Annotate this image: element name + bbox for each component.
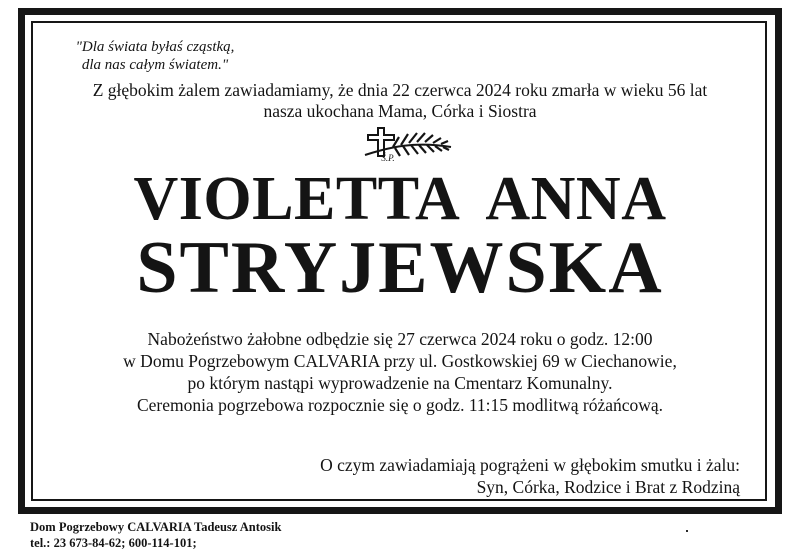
mourners-line-2: Syn, Córka, Rodzice i Brat z Rodziną <box>476 477 740 497</box>
print-speck <box>686 530 688 532</box>
announcement-line-2: nasza ukochana Mama, Córka i Siostra <box>263 101 537 121</box>
deceased-first-names: VIOLETTA ANNA <box>133 165 667 233</box>
death-announcement <box>40 80 760 122</box>
mourners-notice <box>240 454 740 498</box>
funeral-home-phone: tel.: 23 673-84-62; 600-114-101; <box>30 536 197 550</box>
ceremony-line-1: Nabożeństwo żałobne odbędzie się 27 czerwca 2024 roku o godz. 12:00 <box>147 329 653 349</box>
funeral-home-name: Dom Pogrzebowy CALVARIA Tadeusz Antosik <box>30 520 282 534</box>
funeral-ceremony-info <box>40 328 760 416</box>
funeral-home-footer <box>30 519 430 551</box>
deceased-surname: STRYJEWSKA <box>136 227 664 309</box>
quote-line-2: dla nas całym światem." <box>81 57 229 73</box>
memorial-quote <box>60 38 250 74</box>
quote-line-1: "Dla świata byłaś cząstką, <box>75 39 235 55</box>
mourners-line-1: O czym zawiadamiają pogrążeni w głębokim smutku i żalu: <box>320 455 740 475</box>
announcement-line-1: Z głębokim żalem zawiadamiamy, że dnia 22 czerwca 2024 roku zmarła w wieku 56 lat <box>92 80 708 100</box>
ceremony-line-4: Ceremonia pogrzebowa rozpocznie się o godz. 11:15 modlitwą różańcową. <box>136 395 664 415</box>
ceremony-line-2: w Domu Pogrzebowym CALVARIA przy ul. Gostkowskiej 69 w Ciechanowie, <box>123 351 677 371</box>
ceremony-line-3: po którym nastąpi wyprowadzenie na Cmentarz Komunalny. <box>187 373 613 393</box>
symbol-caption: Ś.P. <box>381 153 395 163</box>
